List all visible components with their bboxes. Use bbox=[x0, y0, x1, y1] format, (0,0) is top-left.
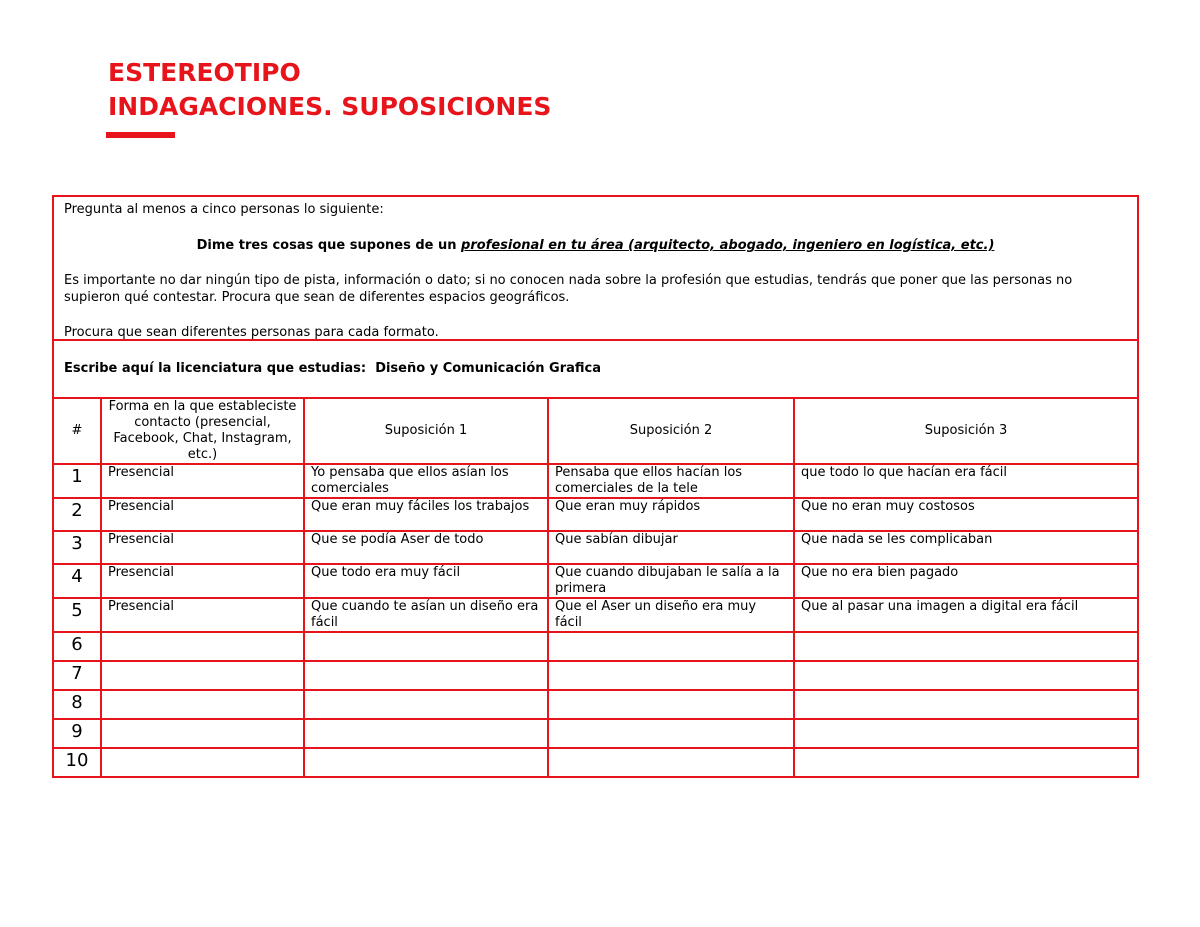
instruction-text: Pregunta al menos a cinco personas lo siguiente: bbox=[64, 202, 384, 217]
cell-suposicion-2[interactable]: Pensaba que ellos hacían los comerciales de la tele bbox=[548, 464, 794, 498]
question-prefix: Dime tres cosas que supones de un bbox=[196, 238, 462, 253]
title-line-2: INDAGACIONES. SUPOSICIONES bbox=[108, 92, 552, 121]
cell-contact[interactable] bbox=[101, 690, 304, 719]
row-number: 4 bbox=[54, 564, 101, 598]
cell-contact[interactable]: Presencial bbox=[101, 564, 304, 598]
table-row bbox=[54, 632, 1137, 661]
cell-contact[interactable] bbox=[101, 632, 304, 661]
career-value[interactable]: Diseño y Comunicación Grafica bbox=[375, 361, 602, 376]
cell-suposicion-2[interactable] bbox=[548, 661, 794, 690]
cell-suposicion-3[interactable]: Que nada se les complicaban bbox=[794, 531, 1137, 564]
cell-suposicion-3[interactable]: que todo lo que hacían era fácil bbox=[794, 464, 1137, 498]
cell-suposicion-1[interactable]: Que todo era muy fácil bbox=[304, 564, 548, 598]
cell-contact[interactable]: Presencial bbox=[101, 531, 304, 564]
career-label: Escribe aquí la licenciatura que estudias: bbox=[64, 361, 367, 376]
cell-contact[interactable] bbox=[101, 719, 304, 748]
instruction-note: Es importante no dar ningún tipo de pista, información o dato; si no conocen nada sobre la profesión que estudias, tendrás que poner que las personas no supieron qué contestar. Procura que sean de diferentes espacios geográficos. bbox=[64, 273, 1073, 305]
table-row bbox=[54, 464, 1137, 498]
cell-suposicion-1[interactable] bbox=[304, 690, 548, 719]
cell-contact[interactable] bbox=[101, 748, 304, 777]
table-row bbox=[54, 719, 1137, 748]
responses-table bbox=[54, 399, 1137, 778]
cell-contact[interactable]: Presencial bbox=[101, 498, 304, 531]
row-number: 1 bbox=[54, 464, 101, 498]
header-suposicion-2: Suposición 2 bbox=[548, 399, 794, 464]
page-title bbox=[108, 56, 551, 124]
cell-suposicion-3[interactable] bbox=[794, 661, 1137, 690]
cell-suposicion-1[interactable] bbox=[304, 719, 548, 748]
cell-suposicion-2[interactable]: Que sabían dibujar bbox=[548, 531, 794, 564]
career-field bbox=[54, 341, 1137, 399]
row-number: 2 bbox=[54, 498, 101, 531]
survey-form bbox=[52, 195, 1139, 778]
header-number: # bbox=[54, 399, 101, 464]
header-suposicion-1: Suposición 1 bbox=[304, 399, 548, 464]
instructions-section bbox=[54, 197, 1137, 341]
cell-suposicion-1[interactable] bbox=[304, 632, 548, 661]
table-row bbox=[54, 498, 1137, 531]
survey-question bbox=[64, 237, 1127, 254]
cell-contact[interactable] bbox=[101, 661, 304, 690]
table-row bbox=[54, 531, 1137, 564]
cell-suposicion-3[interactable]: Que al pasar una imagen a digital era fácil bbox=[794, 598, 1137, 632]
cell-suposicion-3[interactable]: Que no eran muy costosos bbox=[794, 498, 1137, 531]
header-suposicion-3: Suposición 3 bbox=[794, 399, 1137, 464]
cell-suposicion-3[interactable] bbox=[794, 690, 1137, 719]
cell-suposicion-1[interactable] bbox=[304, 661, 548, 690]
header-contact: Forma en la que estableciste contacto (presencial, Facebook, Chat, Instagram, etc.) bbox=[101, 399, 304, 464]
cell-suposicion-1[interactable] bbox=[304, 748, 548, 777]
table-row bbox=[54, 598, 1137, 632]
cell-suposicion-3[interactable] bbox=[794, 748, 1137, 777]
instruction-note-2: Procura que sean diferentes personas para cada formato. bbox=[64, 325, 439, 340]
cell-suposicion-2[interactable]: Que cuando dibujaban le salía a la primera bbox=[548, 564, 794, 598]
cell-suposicion-2[interactable]: Que eran muy rápidos bbox=[548, 498, 794, 531]
cell-suposicion-1[interactable]: Yo pensaba que ellos asían los comerciales bbox=[304, 464, 548, 498]
title-line-1: ESTEREOTIPO bbox=[108, 58, 301, 87]
row-number: 9 bbox=[54, 719, 101, 748]
row-number: 5 bbox=[54, 598, 101, 632]
cell-suposicion-3[interactable]: Que no era bien pagado bbox=[794, 564, 1137, 598]
table-row bbox=[54, 661, 1137, 690]
cell-suposicion-2[interactable] bbox=[548, 690, 794, 719]
cell-suposicion-3[interactable] bbox=[794, 632, 1137, 661]
cell-suposicion-1[interactable]: Que cuando te asían un diseño era fácil bbox=[304, 598, 548, 632]
table-row bbox=[54, 748, 1137, 777]
title-underline-bar bbox=[106, 132, 175, 138]
table-header-row bbox=[54, 399, 1137, 464]
cell-suposicion-2[interactable] bbox=[548, 748, 794, 777]
cell-suposicion-1[interactable]: Que eran muy fáciles los trabajos bbox=[304, 498, 548, 531]
row-number: 10 bbox=[54, 748, 101, 777]
cell-suposicion-2[interactable] bbox=[548, 719, 794, 748]
cell-contact[interactable]: Presencial bbox=[101, 464, 304, 498]
row-number: 3 bbox=[54, 531, 101, 564]
table-row bbox=[54, 564, 1137, 598]
cell-suposicion-1[interactable]: Que se podía Aser de todo bbox=[304, 531, 548, 564]
cell-suposicion-2[interactable]: Que el Aser un diseño era muy fácil bbox=[548, 598, 794, 632]
question-underlined: profesional en tu área (arquitecto, abogado, ingeniero en logística, etc.) bbox=[461, 238, 995, 253]
row-number: 7 bbox=[54, 661, 101, 690]
cell-suposicion-3[interactable] bbox=[794, 719, 1137, 748]
table-row bbox=[54, 690, 1137, 719]
row-number: 6 bbox=[54, 632, 101, 661]
cell-suposicion-2[interactable] bbox=[548, 632, 794, 661]
cell-contact[interactable]: Presencial bbox=[101, 598, 304, 632]
row-number: 8 bbox=[54, 690, 101, 719]
